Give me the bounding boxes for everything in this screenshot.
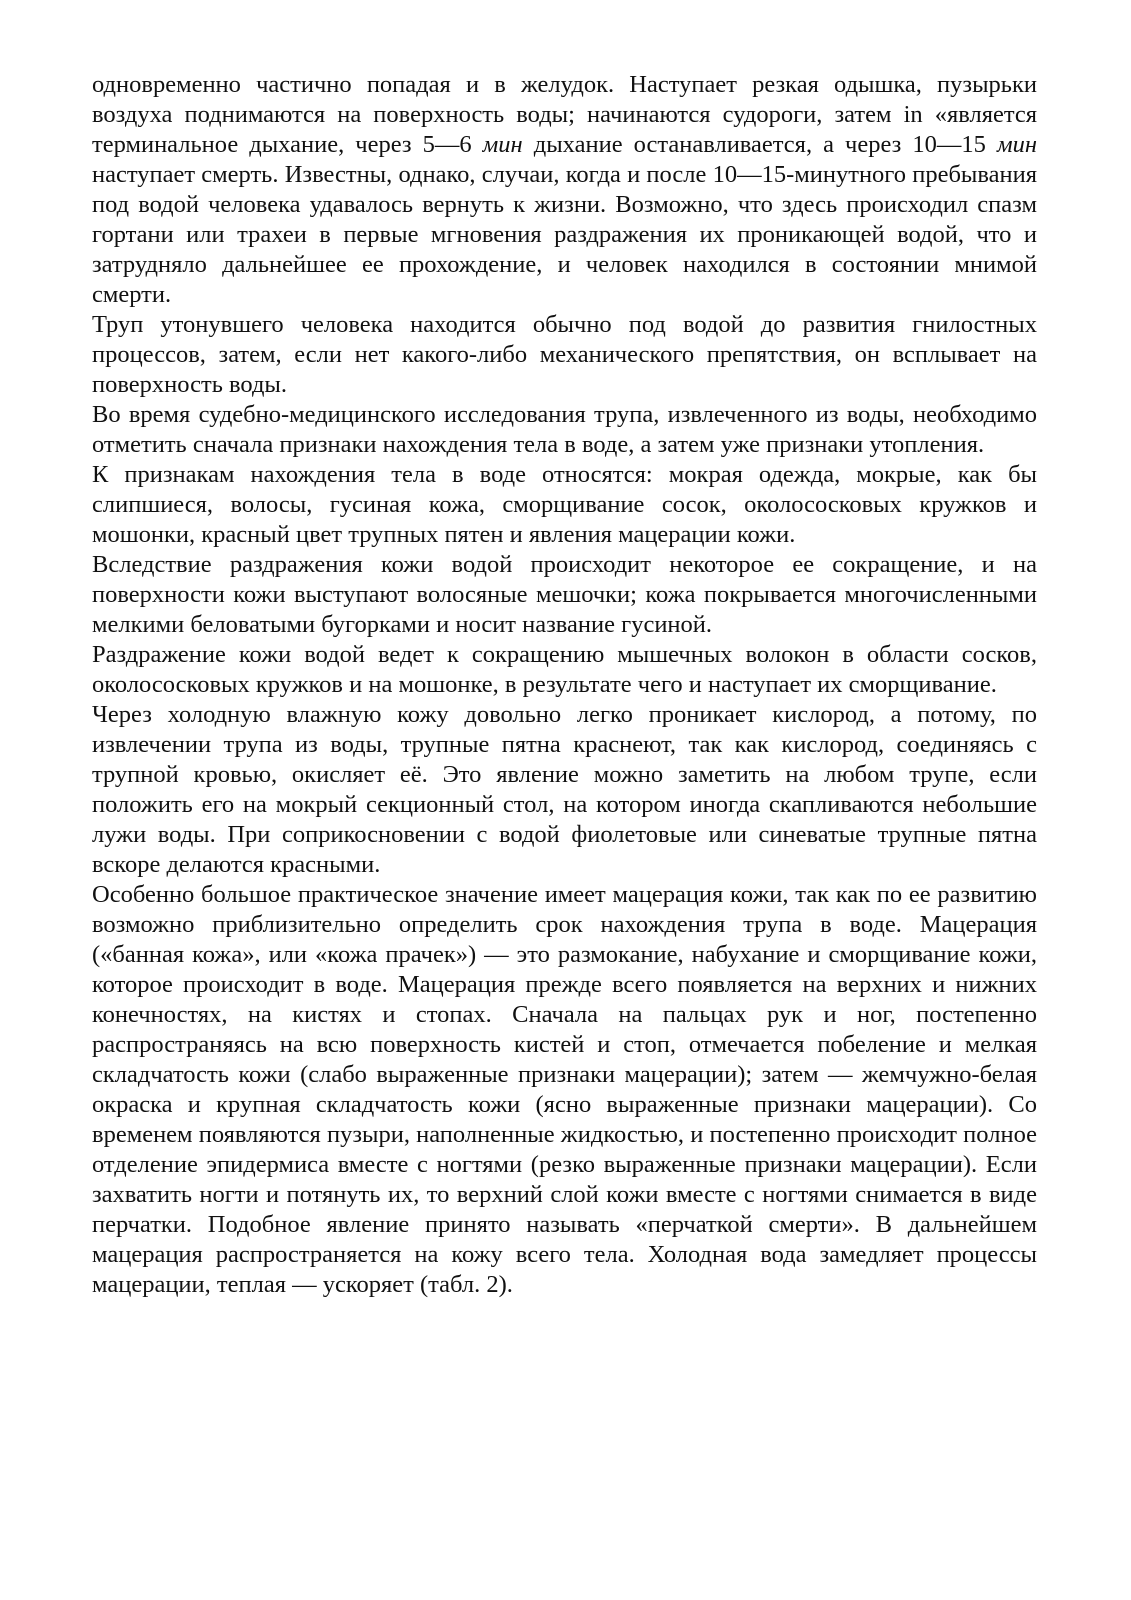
- paragraph: [92, 460, 1037, 550]
- paragraph-text: наступает смерть. Известны, однако, случаи, когда и после 10—15-минутного пребывания под водой человека удавалось вернуть к жизни. Возможно, что здесь происходил спазм гортани или трахеи в первые мгновения раздражения их проникающей водой, что и затрудняло дальнейшее ее прохождение, и человек находился в состоянии мнимой смерти.: [92, 161, 1037, 308]
- paragraph-text: Через холодную влажную кожу довольно легко проникает кислород, а потому, по извлечении трупа из воды, трупные пятна краснеют, так как кислород, соединяясь с трупной кровью, окисляет её. Это явление можно заметить на любом трупе, если положить его на мокрый секционный стол, на котором иногда скапливаются небольшие лужи воды. При соприкосновении с водой фиолетовые или синеватые трупные пятна вскоре делаются красными.: [92, 701, 1037, 878]
- paragraph: [92, 640, 1037, 700]
- paragraph-text: Труп утонувшего человека находится обычно под водой до развития гнилостных процессов, затем, если нет какого-либо механического препятствия, он всплывает на поверхность воды.: [92, 311, 1037, 398]
- paragraph: [92, 400, 1037, 460]
- paragraph: [92, 310, 1037, 400]
- paragraph: [92, 880, 1037, 1300]
- paragraph-text: одновременно частично попадая и в желудок. Наступает резкая одышка, пузырьки воздуха поднимаются на поверхность воды; начинаются судороги, затем in «является терминальное дыхание, через 5—6: [92, 71, 1037, 158]
- paragraph-text: Во время судебно-медицинского исследования трупа, извлеченного из воды, необходимо отметить сначала признаки нахождения тела в воде, а затем уже признаки утопления.: [92, 401, 1037, 458]
- paragraph-text: Особенно большое практическое значение имеет мацерация кожи, так как по ее развитию возможно приблизительно определить срок нахождения трупа в воде. Мацерация («банная кожа», или «кожа прачек») — это размокание, набухание и сморщивание кожи, которое происходит в воде. Мацерация прежде всего появляется на верхних и нижних конечностях, на кистях и стопах. Сначала на пальцах рук и ног, постепенно распространяясь на всю поверхность кистей и стоп, отмечается побеление и мелкая складчатость кожи (слабо выраженные признаки мацерации); затем — жемчужно-белая окраска и крупная складчатость кожи (ясно выраженные признаки мацерации). Со временем появляются пузыри, наполненные жидкостью, и постепенно происходит полное отделение эпидермиса вместе с ногтями (резко выраженные признаки мацерации). Если захватить ногти и потянуть их, то верхний слой кожи вместе с ногтями снимается в виде перчатки. Подобное явление принято называть «перчаткой смерти». В дальнейшем мацерация распространяется на кожу всего тела. Холодная вода замедляет процессы мацерации, теплая — ускоряет (табл. 2).: [92, 881, 1037, 1298]
- paragraph-text: К признакам нахождения тела в воде относятся: мокрая одежда, мокрые, как бы слипшиеся, волосы, гусиная кожа, сморщивание сосок, околососковых кружков и мошонки, красный цвет трупных пятен и явления мацерации кожи.: [92, 461, 1037, 548]
- document-page: [92, 70, 1037, 1300]
- paragraph: [92, 700, 1037, 880]
- paragraph: [92, 70, 1037, 310]
- paragraph: [92, 550, 1037, 640]
- unit-minutes: мин: [996, 131, 1037, 158]
- unit-minutes: мин: [482, 131, 523, 158]
- paragraph-text: Вследствие раздражения кожи водой происходит некоторое ее сокращение, и на поверхности кожи выступают волосяные мешочки; кожа покрывается многочисленными мелкими беловатыми бугорками и носит название гусиной.: [92, 551, 1037, 638]
- paragraph-text: Раздражение кожи водой ведет к сокращению мышечных волокон в области сосков, околососковых кружков и на мошонке, в результате чего и наступает их сморщивание.: [92, 641, 1037, 698]
- paragraph-text: дыхание останавливается, а через 10—15: [522, 131, 997, 158]
